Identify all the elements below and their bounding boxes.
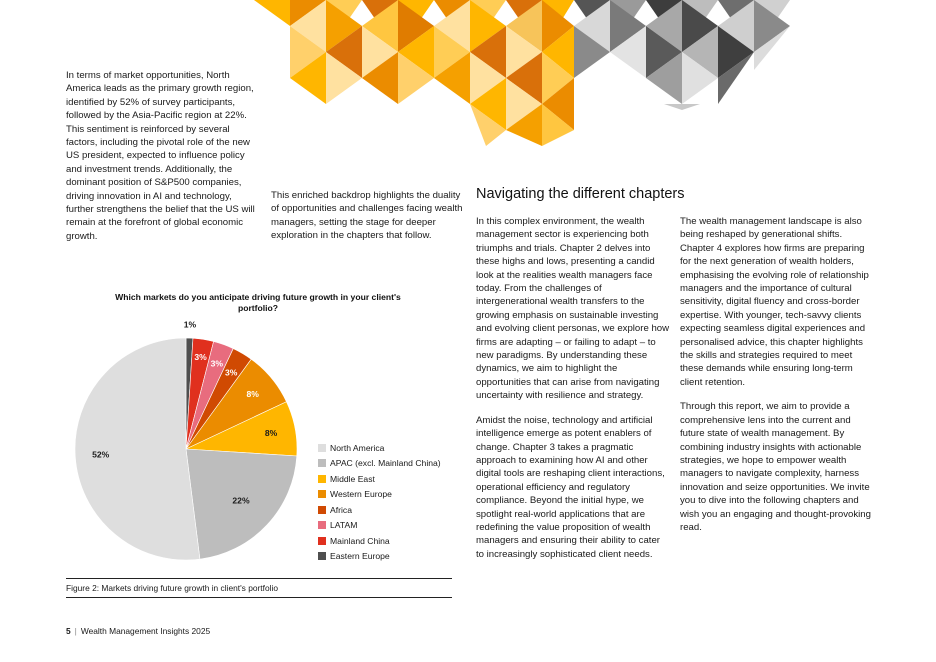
legend-label: North America: [330, 442, 385, 453]
legend-swatch: [318, 537, 326, 545]
pie-label-africa: 3%: [224, 367, 238, 378]
chart-title: Which markets do you anticipate driving future growth in your client's portfolio?: [115, 292, 401, 313]
caption-divider-top: [66, 578, 452, 579]
legend-swatch: [318, 506, 326, 514]
chapter-4-paragraph: The wealth management landscape is also being reshaped by generational shifts. Chapter 4 explores how firms are preparing for the next generation of wealth holders, emphasising the evolving role of relationship managers and the importance of cultural sensitivity, digital fluency and cross-border expertise. With younger, tech-savvy clients expecting seamless digital experiences and personalised advice, this chapter highlights the skills and strategies required to meet these demands while ensuring long-term client retention.: [680, 216, 869, 388]
legend-swatch: [318, 475, 326, 483]
page-number: 5: [66, 626, 71, 636]
legend-label: Western Europe: [330, 489, 392, 500]
legend-swatch: [318, 552, 326, 560]
pie-label-north-america: 52%: [92, 449, 110, 460]
legend-item: [318, 456, 441, 472]
legend-swatch: [318, 490, 326, 498]
legend-swatch: [318, 521, 326, 529]
legend-item: [318, 549, 441, 565]
chart-legend: [318, 440, 441, 564]
legend-label: LATAM: [330, 520, 358, 531]
legend-swatch: [318, 459, 326, 467]
legend-label: Africa: [330, 504, 352, 515]
caption-divider-bottom: [66, 597, 452, 598]
legend-label: Middle East: [330, 473, 375, 484]
page-footer: [66, 626, 210, 636]
pie-label-middle-east: 8%: [264, 427, 278, 438]
legend-label: Eastern Europe: [330, 551, 390, 562]
pie-label-mainland-china: 3%: [194, 351, 207, 362]
legend-item: [318, 518, 441, 534]
chapter-3-paragraph: Amidst the noise, technology and artificial intelligence emerge as potent enablers of change. Chapter 3 takes a pragmatic approach to examining how AI and other digital tools are reshaping client interactions, operational efficiency and regulatory compliance. Beyond the initial hype, we spotlight real-world applications that are redefining the value proposition of wealth managers and ensuring their ability to cater to increasingly sophisticated client needs.: [476, 414, 665, 560]
backdrop-paragraph: This enriched backdrop highlights the duality of opportunities and challenges facing wealth managers, setting the stage for deeper exploration in the chapters that follow.: [271, 190, 463, 242]
legend-item: [318, 502, 441, 518]
pie-label-eastern-europe: 1%: [183, 319, 197, 330]
legend-label: Mainland China: [330, 535, 390, 546]
pie-label-latam: 3%: [210, 358, 224, 369]
footer-separator: |: [74, 626, 77, 636]
pie-label-western-europe: 8%: [246, 388, 259, 399]
legend-item: [318, 440, 441, 456]
section-heading: Navigating the different chapters: [476, 186, 685, 202]
chapter-2-paragraph: In this complex environment, the wealth management sector is experiencing both triumphs and trials. Chapter 2 delves into these highs and lows, presenting a candid look at the realities wealth managers face today. From the challenges of intergenerational wealth transfers to the growing emphasis on sustainable investing and evolving client personas, we explore how firms are adapting – or failing to adapt – to new paradigms. By understanding these dynamics, we aim to highlight the opportunities that can arise from navigating uncertainty with resilience and strategy.: [476, 216, 670, 402]
legend-swatch: [318, 444, 326, 452]
legend-label: APAC (excl. Mainland China): [330, 458, 441, 469]
figure-caption: Figure 2: Markets driving future growth in client's portfolio: [66, 583, 278, 593]
pie-label-apac-excl-mainland-china: 22%: [232, 495, 250, 506]
intro-paragraph: In terms of market opportunities, North America leads as the primary growth region, identified by 52% of survey participants, followed by the Asia-Pacific region at 22%. This sentiment is reinforced by several factors, including the pivotal role of the new US president, expected to influence policy and investment trends. Additionally, the dominant position of S&P500 companies, driving innovation in AI and technology, further strengthens the belief that the US will remain at the forefront of global economic growth.: [66, 70, 255, 242]
footer-title: Wealth Management Insights 2025: [80, 626, 211, 636]
legend-item: [318, 487, 441, 503]
closing-paragraph: Through this report, we aim to provide a comprehensive lens into the current and future state of wealth management. By combining industry insights with actionable strategies, we hope to empower wealth managers to navigate complexity, harness innovation and seize opportunities. We invite you to dive into the following chapters and wish you an engaging and thought-provoking read.: [680, 401, 871, 533]
legend-item: [318, 533, 441, 549]
legend-item: [318, 471, 441, 487]
